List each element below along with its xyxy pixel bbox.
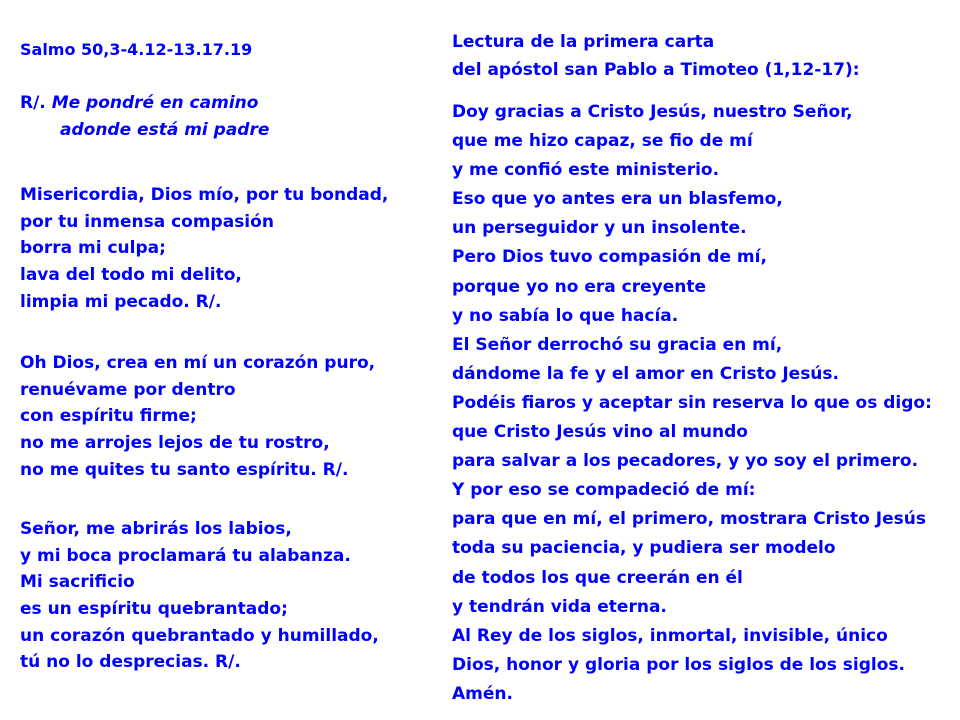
- stanza-line: Misericordia, Dios mío, por tu bondad,: [20, 185, 389, 205]
- stanza-line: tú no lo desprecias. R/.: [20, 652, 241, 673]
- reading-line: dándome la fe y el amor en Cristo Jesús.: [452, 363, 839, 384]
- reading-line: Eso que yo antes era un blasfemo,: [452, 189, 783, 210]
- refrain-marker: R/.: [20, 93, 46, 113]
- reading-line: de todos los que creerán en él: [452, 567, 743, 588]
- reading-line: Amén.: [452, 683, 513, 704]
- reading-body: [452, 98, 932, 709]
- reading-line: y tendrán vida eterna.: [452, 596, 667, 617]
- reading-line: y no sabía lo que hacía.: [452, 305, 679, 326]
- stanza-line: por tu inmensa compasión: [20, 211, 274, 232]
- refrain-text-2: adonde está mi padre: [60, 119, 270, 140]
- reading-line: un perseguidor y un insolente.: [452, 218, 747, 239]
- stanza-line: borra mi culpa;: [20, 238, 166, 259]
- reading-line: El Señor derrochó su gracia en mí,: [452, 334, 783, 355]
- psalm-title: Salmo 50,3-4.12-13.17.19: [20, 40, 253, 59]
- reading-line: Podéis fiaros y aceptar sin reserva lo que os digo:: [452, 392, 932, 413]
- reading-line: y me confió este ministerio.: [452, 160, 720, 181]
- reading-title-line: Lectura de la primera carta: [452, 32, 715, 52]
- reading-line: Al Rey de los siglos, inmortal, invisible, único: [452, 625, 888, 646]
- psalm-refrain: [20, 90, 269, 143]
- reading-line: para salvar a los pecadores, y yo soy el primero.: [452, 451, 919, 472]
- stanza-line: un corazón quebrantado y humillado,: [20, 625, 379, 646]
- stanza-line: con espíritu firme;: [20, 406, 197, 427]
- reading-title: [452, 28, 860, 84]
- reading-line: que Cristo Jesús vino al mundo: [452, 422, 748, 443]
- reading-line: para que en mí, el primero, mostrara Cristo Jesús: [452, 509, 926, 530]
- psalm-stanza: [20, 516, 379, 676]
- reading-line: Pero Dios tuvo compasión de mí,: [452, 247, 767, 268]
- stanza-line: Señor, me abrirás los labios,: [20, 519, 292, 539]
- stanza-line: limpia mi pecado. R/.: [20, 291, 222, 312]
- reading-title-line: del apóstol san Pablo a Timoteo (1,12-17):: [452, 60, 860, 80]
- stanza-line: Mi sacrificio: [20, 572, 135, 593]
- stanza-line: lava del todo mi delito,: [20, 265, 242, 286]
- reading-line: Y por eso se compadeció de mí:: [452, 480, 756, 501]
- stanza-line: no me arrojes lejos de tu rostro,: [20, 433, 330, 454]
- stanza-line: Oh Dios, crea en mí un corazón puro,: [20, 353, 376, 373]
- psalm-stanza: [20, 182, 388, 315]
- refrain-line-1: [20, 90, 269, 117]
- psalm-stanza: [20, 350, 375, 483]
- refrain-text-1: Me pondré en camino: [51, 93, 259, 113]
- stanza-line: es un espíritu quebrantado;: [20, 599, 288, 620]
- reading-line: Doy gracias a Cristo Jesús, nuestro Señor,: [452, 102, 853, 122]
- stanza-line: no me quites tu santo espíritu. R/.: [20, 459, 349, 480]
- stanza-line: y mi boca proclamará tu alabanza.: [20, 545, 351, 566]
- stanza-line: renuévame por dentro: [20, 379, 236, 400]
- reading-line: que me hizo capaz, se fio de mí: [452, 131, 753, 152]
- reading-line: toda su paciencia, y pudiera ser modelo: [452, 538, 836, 559]
- reading-line: Dios, honor y gloria por los siglos de los siglos.: [452, 654, 905, 675]
- reading-line: porque yo no era creyente: [452, 276, 706, 297]
